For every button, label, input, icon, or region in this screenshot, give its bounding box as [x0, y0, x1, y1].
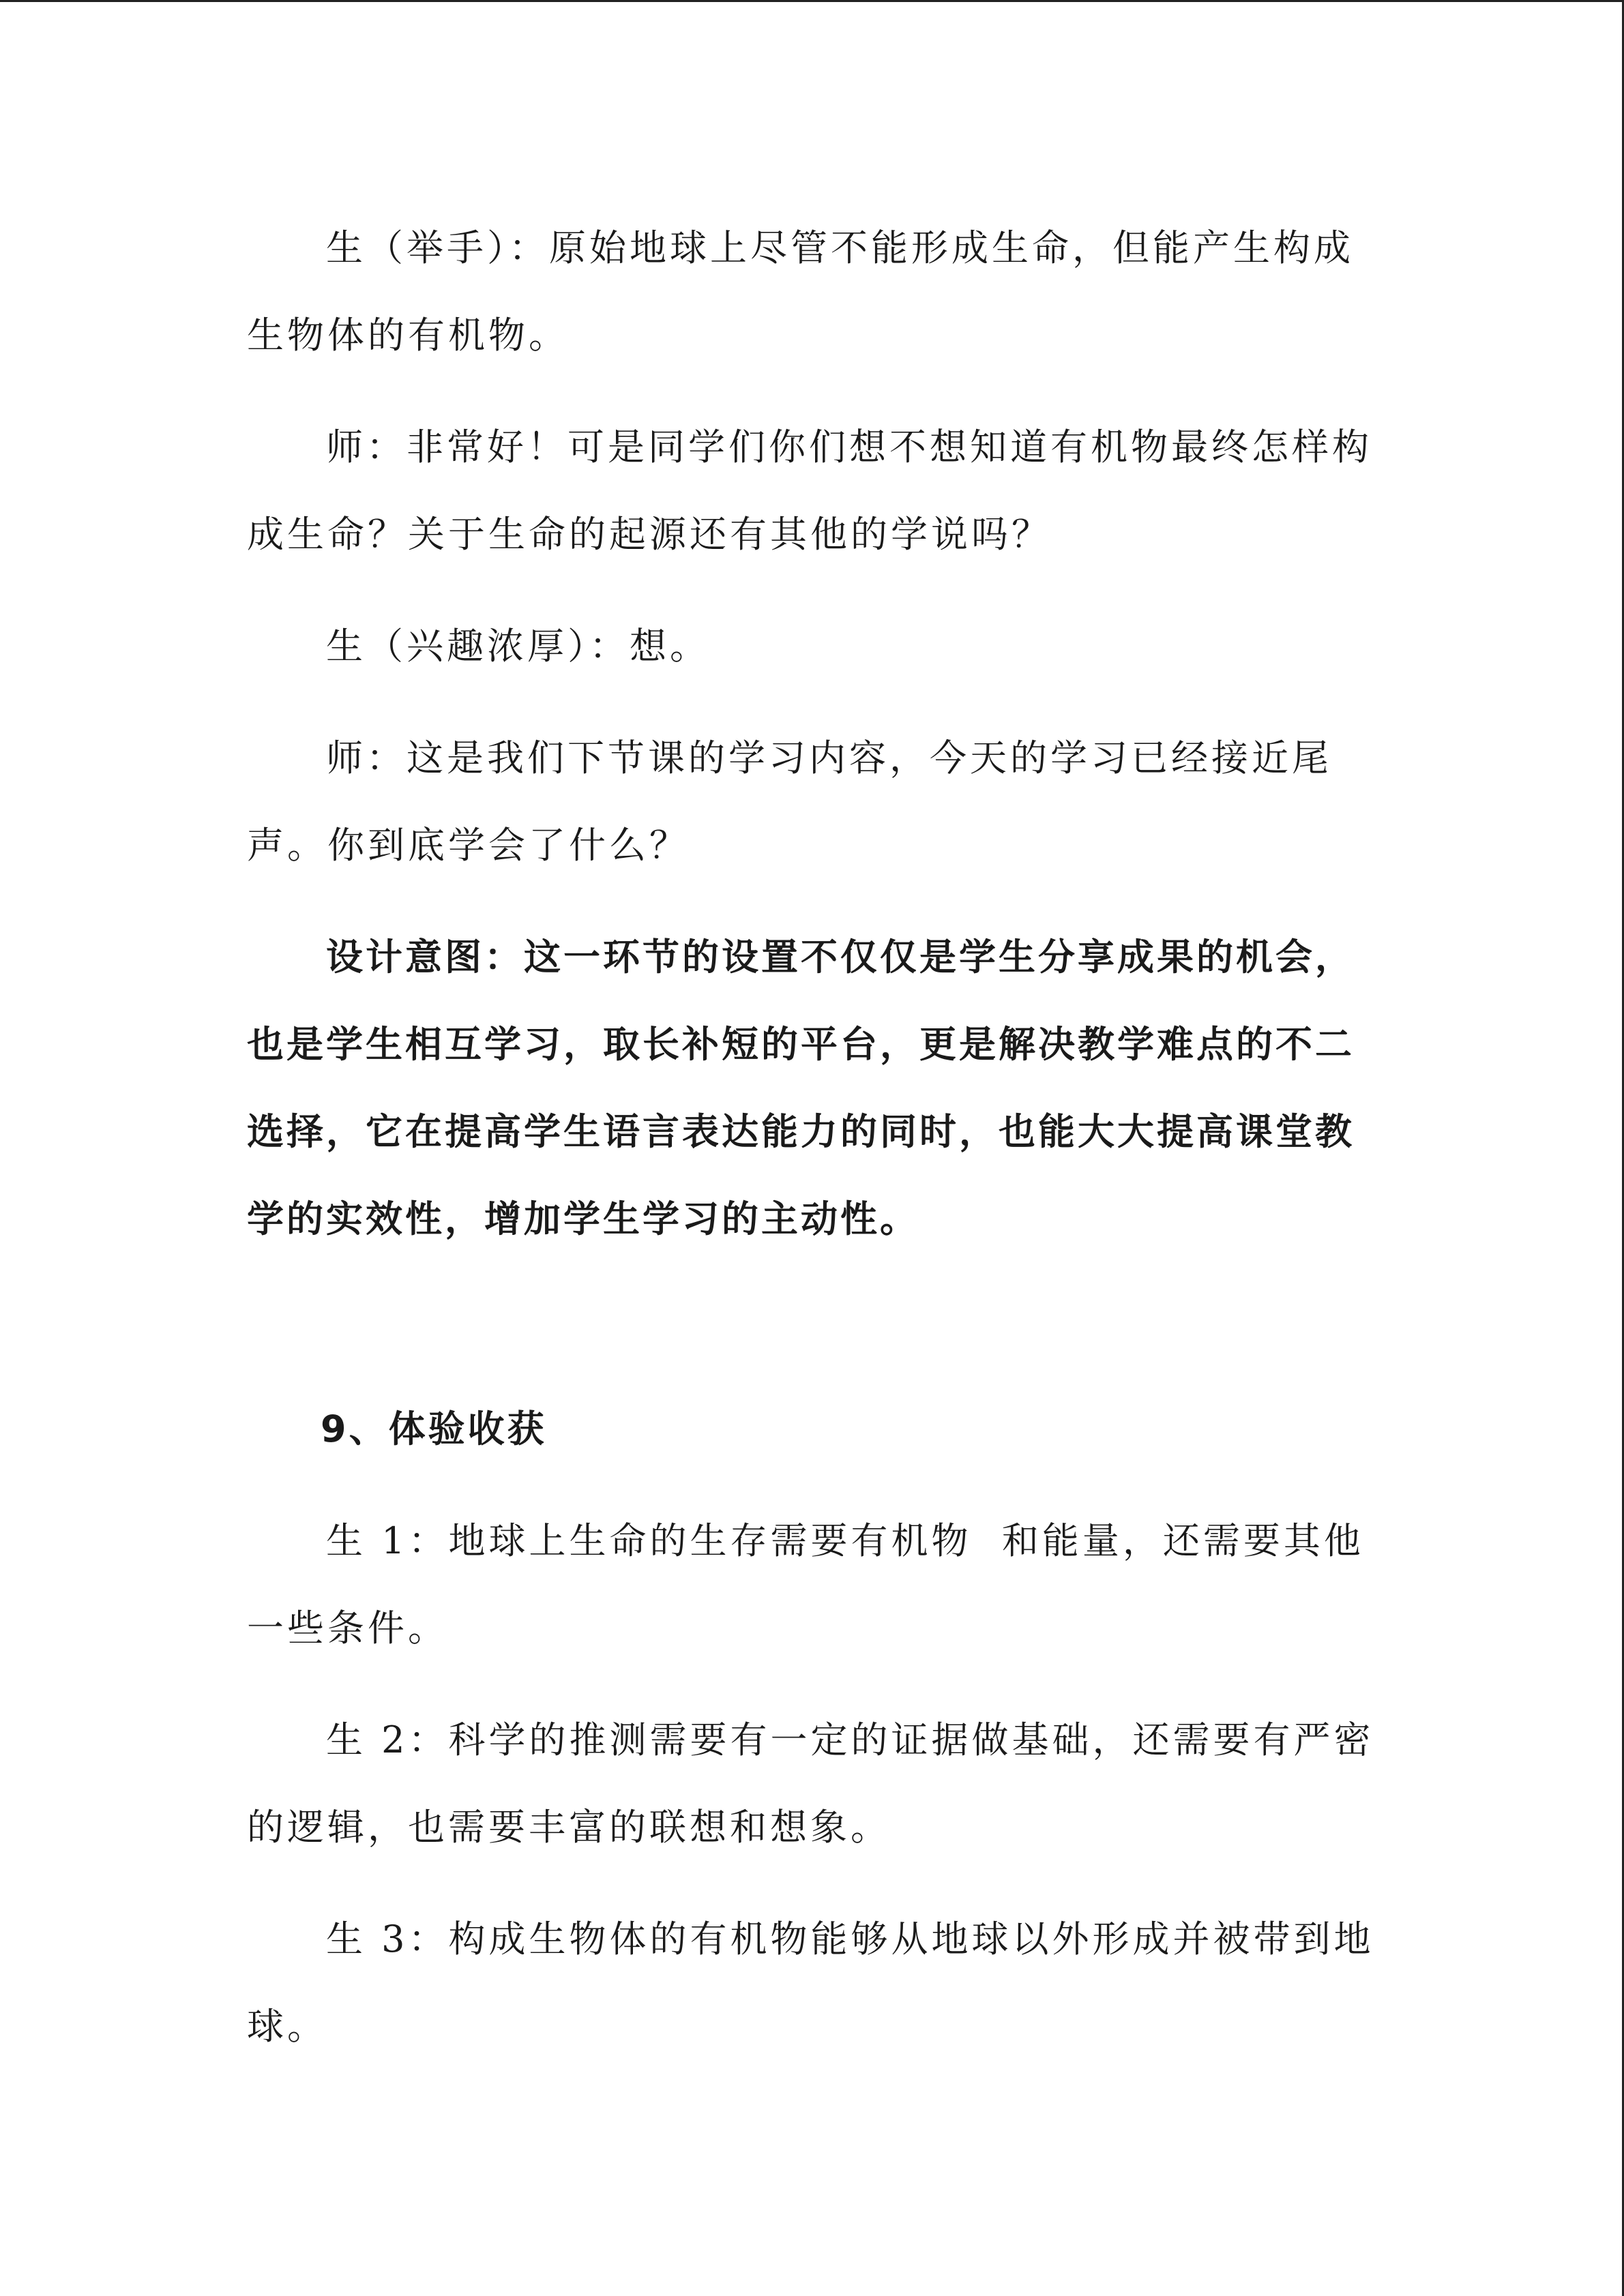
page-border-top [0, 0, 1624, 2]
paragraph-design-intent: 设计意图：这一环节的设置不仅仅是学生分享成果的机会，也是学生相互学习，取长补短的平台，更是解决教学难点的不二选择，它在提高学生语言表达能力的同时，也能大大提高课堂教学的实效性，增加学生学习的主动性。 [247, 936, 1355, 1240]
document-body [247, 205, 1379, 2070]
paragraph-student-1: 生 1：地球上生命的生存需要有机物 和能量，还需要其他一些条件。 [247, 1519, 1364, 1650]
paragraph-teacher-question: 师：非常好！可是同学们你们想不想知道有机物最终怎样构成生命？关于生命的起源还有其他的学说吗？ [247, 426, 1372, 556]
paragraph-student-raise-hand: 生（举手）：原始地球上尽管不能形成生命，但能产生构成生物体的有机物。 [247, 226, 1354, 357]
paragraph-student-2: 生 2：科学的推测需要有一定的证据做基础，还需要有严密的逻辑，也需要丰富的联想和想象。 [247, 1718, 1374, 1849]
paragraph-teacher-summary: 师：这是我们下节课的学习内容，今天的学习已经接近尾声。你到底学会了什么？ [247, 736, 1332, 867]
section-heading: 9、体验收获 [321, 1407, 547, 1450]
paragraph-student-3: 生 3：构成生物体的有机物能够从地球以外形成并被带到地球。 [247, 1918, 1374, 2048]
paragraph-student-interest: 生（兴趣浓厚）：想。 [326, 625, 710, 668]
